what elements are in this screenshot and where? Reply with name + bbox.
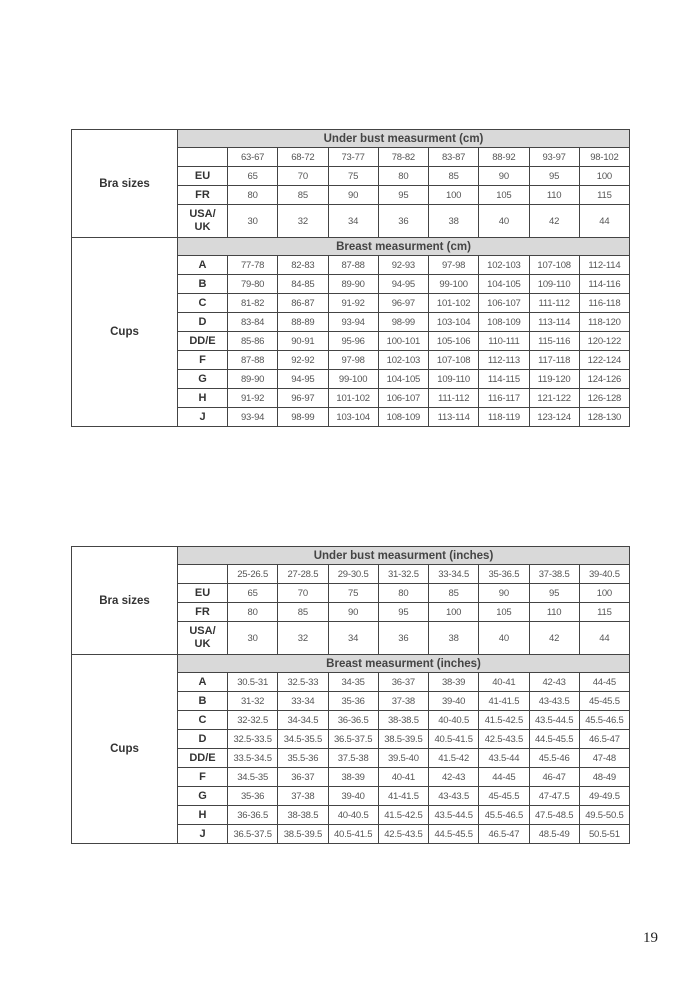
size-value-cell: 100 — [579, 167, 629, 186]
size-value-cell: 115 — [579, 186, 629, 205]
under-bust-range-cell: 27-28.5 — [278, 565, 328, 584]
under-bust-range-cell: 73-77 — [328, 148, 378, 167]
bra-sizes-label: Bra sizes — [72, 547, 178, 655]
breast-value-cell: 98-99 — [278, 408, 328, 427]
breast-header: Breast measurment (cm) — [178, 238, 630, 256]
breast-value-cell: 45-45.5 — [479, 787, 529, 806]
size-value-cell: 36 — [378, 205, 428, 238]
breast-value-cell: 44-45 — [479, 768, 529, 787]
size-value-cell: 30 — [228, 622, 278, 655]
breast-value-cell: 103-104 — [429, 313, 479, 332]
breast-value-cell: 120-122 — [579, 332, 629, 351]
size-value-cell: 110 — [529, 186, 579, 205]
breast-value-cell: 43-43.5 — [529, 692, 579, 711]
size-value-cell: 80 — [228, 186, 278, 205]
size-value-cell: 95 — [529, 167, 579, 186]
size-value-cell: 32 — [278, 205, 328, 238]
breast-value-cell: 96-97 — [278, 389, 328, 408]
size-value-cell: 70 — [278, 584, 328, 603]
size-value-cell: 100 — [429, 603, 479, 622]
bra-sizes-label: Bra sizes — [72, 130, 178, 238]
under-bust-range-cell: 29-30.5 — [328, 565, 378, 584]
size-value-cell: 75 — [328, 584, 378, 603]
breast-value-cell: 38-38.5 — [278, 806, 328, 825]
size-value-cell: 90 — [479, 167, 529, 186]
breast-value-cell: 89-90 — [228, 370, 278, 389]
breast-value-cell: 114-115 — [479, 370, 529, 389]
size-value-cell: 40 — [479, 205, 529, 238]
breast-value-cell: 34-35 — [328, 673, 378, 692]
breast-value-cell: 43.5-44.5 — [429, 806, 479, 825]
size-value-cell: 105 — [479, 603, 529, 622]
size-value-cell: 100 — [579, 584, 629, 603]
breast-value-cell: 44-45 — [579, 673, 629, 692]
size-table-cm — [71, 129, 630, 427]
cup-row-label: DD/E — [178, 332, 228, 351]
breast-value-cell: 112-113 — [479, 351, 529, 370]
size-row-label: FR — [178, 186, 228, 205]
breast-value-cell: 44.5-45.5 — [529, 730, 579, 749]
cup-row-label: G — [178, 787, 228, 806]
breast-value-cell: 46-47 — [529, 768, 579, 787]
breast-value-cell: 112-114 — [579, 256, 629, 275]
breast-value-cell: 36.5-37.5 — [228, 825, 278, 844]
breast-value-cell: 111-112 — [429, 389, 479, 408]
breast-value-cell: 87-88 — [328, 256, 378, 275]
breast-value-cell: 41.5-42.5 — [378, 806, 428, 825]
breast-value-cell: 46.5-47 — [579, 730, 629, 749]
breast-value-cell: 99-100 — [328, 370, 378, 389]
breast-value-cell: 39-40 — [328, 787, 378, 806]
under-bust-range-cell: 88-92 — [479, 148, 529, 167]
breast-value-cell: 98-99 — [378, 313, 428, 332]
size-value-cell: 95 — [378, 186, 428, 205]
breast-value-cell: 126-128 — [579, 389, 629, 408]
under-bust-range-cell: 39-40.5 — [579, 565, 629, 584]
breast-value-cell: 37-38 — [278, 787, 328, 806]
under-bust-range-cell: 83-87 — [429, 148, 479, 167]
size-value-cell: 80 — [228, 603, 278, 622]
breast-value-cell: 94-95 — [278, 370, 328, 389]
breast-value-cell: 97-98 — [429, 256, 479, 275]
breast-value-cell: 43-43.5 — [429, 787, 479, 806]
breast-value-cell: 108-109 — [479, 313, 529, 332]
size-value-cell: 70 — [278, 167, 328, 186]
under-bust-range-cell: 25-26.5 — [228, 565, 278, 584]
breast-value-cell: 37.5-38 — [328, 749, 378, 768]
breast-value-cell: 89-90 — [328, 275, 378, 294]
cup-row-label: A — [178, 673, 228, 692]
breast-value-cell: 81-82 — [228, 294, 278, 313]
breast-value-cell: 46.5-47 — [479, 825, 529, 844]
breast-value-cell: 35-36 — [228, 787, 278, 806]
breast-value-cell: 50.5-51 — [579, 825, 629, 844]
size-value-cell: 90 — [328, 186, 378, 205]
breast-value-cell: 40-41 — [378, 768, 428, 787]
size-row-label: EU — [178, 584, 228, 603]
breast-value-cell: 103-104 — [328, 408, 378, 427]
breast-value-cell: 47-47.5 — [529, 787, 579, 806]
size-value-cell: 30 — [228, 205, 278, 238]
breast-value-cell: 77-78 — [228, 256, 278, 275]
breast-value-cell: 107-108 — [429, 351, 479, 370]
breast-value-cell: 48-49 — [579, 768, 629, 787]
breast-value-cell: 111-112 — [529, 294, 579, 313]
size-value-cell: 38 — [429, 205, 479, 238]
breast-value-cell: 34-34.5 — [278, 711, 328, 730]
under-bust-range-cell: 68-72 — [278, 148, 328, 167]
breast-value-cell: 31-32 — [228, 692, 278, 711]
breast-value-cell: 40-40.5 — [429, 711, 479, 730]
size-row-label: USA/ UK — [178, 205, 228, 238]
breast-value-cell: 119-120 — [529, 370, 579, 389]
size-value-cell: 80 — [378, 167, 428, 186]
empty-cell — [178, 148, 228, 167]
table-row — [72, 238, 630, 256]
breast-value-cell: 118-119 — [479, 408, 529, 427]
breast-value-cell: 107-108 — [529, 256, 579, 275]
size-value-cell: 75 — [328, 167, 378, 186]
size-value-cell: 36 — [378, 622, 428, 655]
size-value-cell: 100 — [429, 186, 479, 205]
breast-value-cell: 43.5-44 — [479, 749, 529, 768]
breast-value-cell: 116-117 — [479, 389, 529, 408]
under-bust-header: Under bust measurment (inches) — [178, 547, 630, 565]
breast-value-cell: 40-41 — [479, 673, 529, 692]
cup-row-label: J — [178, 825, 228, 844]
cups-label: Cups — [72, 655, 178, 844]
size-value-cell: 65 — [228, 167, 278, 186]
breast-value-cell: 43.5-44.5 — [529, 711, 579, 730]
breast-value-cell: 40-40.5 — [328, 806, 378, 825]
under-bust-range-cell: 35-36.5 — [479, 565, 529, 584]
cups-label: Cups — [72, 238, 178, 427]
breast-value-cell: 101-102 — [429, 294, 479, 313]
breast-value-cell: 106-107 — [479, 294, 529, 313]
size-value-cell: 85 — [429, 167, 479, 186]
breast-value-cell: 37-38 — [378, 692, 428, 711]
breast-value-cell: 124-126 — [579, 370, 629, 389]
breast-value-cell: 38-38.5 — [378, 711, 428, 730]
breast-value-cell: 39.5-40 — [378, 749, 428, 768]
breast-value-cell: 36-36.5 — [328, 711, 378, 730]
breast-value-cell: 117-118 — [529, 351, 579, 370]
breast-value-cell: 121-122 — [529, 389, 579, 408]
size-row-label: FR — [178, 603, 228, 622]
breast-value-cell: 104-105 — [479, 275, 529, 294]
breast-value-cell: 87-88 — [228, 351, 278, 370]
breast-value-cell: 41-41.5 — [479, 692, 529, 711]
breast-value-cell: 95-96 — [328, 332, 378, 351]
breast-value-cell: 32.5-33.5 — [228, 730, 278, 749]
breast-value-cell: 35.5-36 — [278, 749, 328, 768]
breast-value-cell: 34.5-35 — [228, 768, 278, 787]
table-row — [72, 130, 630, 148]
breast-value-cell: 42-43 — [429, 768, 479, 787]
cup-row-label: D — [178, 730, 228, 749]
size-value-cell: 90 — [479, 584, 529, 603]
breast-value-cell: 115-116 — [529, 332, 579, 351]
breast-value-cell: 104-105 — [378, 370, 428, 389]
size-value-cell: 42 — [529, 622, 579, 655]
cup-row-label: C — [178, 294, 228, 313]
breast-value-cell: 110-111 — [479, 332, 529, 351]
size-value-cell: 110 — [529, 603, 579, 622]
table-row — [72, 547, 630, 565]
breast-value-cell: 49-49.5 — [579, 787, 629, 806]
breast-value-cell: 109-110 — [529, 275, 579, 294]
breast-value-cell: 94-95 — [378, 275, 428, 294]
breast-value-cell: 45-45.5 — [579, 692, 629, 711]
breast-value-cell: 48.5-49 — [529, 825, 579, 844]
size-value-cell: 95 — [529, 584, 579, 603]
breast-value-cell: 92-93 — [378, 256, 428, 275]
breast-value-cell: 47.5-48.5 — [529, 806, 579, 825]
size-value-cell: 65 — [228, 584, 278, 603]
breast-value-cell: 96-97 — [378, 294, 428, 313]
size-value-cell: 95 — [378, 603, 428, 622]
under-bust-range-cell: 78-82 — [378, 148, 428, 167]
size-value-cell: 34 — [328, 622, 378, 655]
breast-value-cell: 45.5-46.5 — [579, 711, 629, 730]
size-value-cell: 44 — [579, 622, 629, 655]
breast-value-cell: 92-92 — [278, 351, 328, 370]
cup-row-label: C — [178, 711, 228, 730]
breast-value-cell: 30.5-31 — [228, 673, 278, 692]
breast-value-cell: 99-100 — [429, 275, 479, 294]
breast-value-cell: 49.5-50.5 — [579, 806, 629, 825]
breast-value-cell: 34.5-35.5 — [278, 730, 328, 749]
breast-value-cell: 36-36.5 — [228, 806, 278, 825]
cup-row-label: B — [178, 275, 228, 294]
breast-value-cell: 100-101 — [378, 332, 428, 351]
breast-value-cell: 36-37 — [378, 673, 428, 692]
breast-value-cell: 45.5-46 — [529, 749, 579, 768]
breast-value-cell: 38-39 — [429, 673, 479, 692]
size-value-cell: 90 — [328, 603, 378, 622]
breast-value-cell: 105-106 — [429, 332, 479, 351]
breast-value-cell: 39-40 — [429, 692, 479, 711]
breast-value-cell: 86-87 — [278, 294, 328, 313]
cup-row-label: H — [178, 806, 228, 825]
under-bust-range-cell: 33-34.5 — [429, 565, 479, 584]
breast-value-cell: 85-86 — [228, 332, 278, 351]
breast-value-cell: 32.5-33 — [278, 673, 328, 692]
breast-value-cell: 128-130 — [579, 408, 629, 427]
breast-value-cell: 113-114 — [529, 313, 579, 332]
breast-value-cell: 122-124 — [579, 351, 629, 370]
size-value-cell: 85 — [429, 584, 479, 603]
breast-value-cell: 91-92 — [328, 294, 378, 313]
cup-row-label: B — [178, 692, 228, 711]
size-value-cell: 38 — [429, 622, 479, 655]
breast-value-cell: 44.5-45.5 — [429, 825, 479, 844]
page-number: 19 — [643, 930, 658, 946]
breast-value-cell: 38-39 — [328, 768, 378, 787]
breast-value-cell: 83-84 — [228, 313, 278, 332]
cup-row-label: DD/E — [178, 749, 228, 768]
breast-value-cell: 118-120 — [579, 313, 629, 332]
breast-value-cell: 84-85 — [278, 275, 328, 294]
breast-value-cell: 90-91 — [278, 332, 328, 351]
breast-header: Breast measurment (inches) — [178, 655, 630, 673]
breast-value-cell: 32-32.5 — [228, 711, 278, 730]
breast-value-cell: 116-118 — [579, 294, 629, 313]
breast-value-cell: 42.5-43.5 — [378, 825, 428, 844]
breast-value-cell: 33-34 — [278, 692, 328, 711]
under-bust-range-cell: 37-38.5 — [529, 565, 579, 584]
breast-value-cell: 123-124 — [529, 408, 579, 427]
size-value-cell: 44 — [579, 205, 629, 238]
breast-value-cell: 88-89 — [278, 313, 328, 332]
under-bust-range-cell: 31-32.5 — [378, 565, 428, 584]
under-bust-header: Under bust measurment (cm) — [178, 130, 630, 148]
breast-value-cell: 33.5-34.5 — [228, 749, 278, 768]
size-value-cell: 40 — [479, 622, 529, 655]
breast-value-cell: 38.5-39.5 — [378, 730, 428, 749]
size-value-cell: 42 — [529, 205, 579, 238]
cup-row-label: F — [178, 768, 228, 787]
size-value-cell: 85 — [278, 603, 328, 622]
breast-value-cell: 36-37 — [278, 768, 328, 787]
breast-value-cell: 42-43 — [529, 673, 579, 692]
breast-value-cell: 41-41.5 — [378, 787, 428, 806]
cup-row-label: H — [178, 389, 228, 408]
table-row — [72, 655, 630, 673]
breast-value-cell: 45.5-46.5 — [479, 806, 529, 825]
breast-value-cell: 38.5-39.5 — [278, 825, 328, 844]
cup-row-label: G — [178, 370, 228, 389]
breast-value-cell: 40.5-41.5 — [429, 730, 479, 749]
breast-value-cell: 108-109 — [378, 408, 428, 427]
breast-value-cell: 101-102 — [328, 389, 378, 408]
breast-value-cell: 47-48 — [579, 749, 629, 768]
breast-value-cell: 102-103 — [479, 256, 529, 275]
breast-value-cell: 93-94 — [328, 313, 378, 332]
breast-value-cell: 93-94 — [228, 408, 278, 427]
breast-value-cell: 36.5-37.5 — [328, 730, 378, 749]
breast-value-cell: 35-36 — [328, 692, 378, 711]
breast-value-cell: 91-92 — [228, 389, 278, 408]
breast-value-cell: 109-110 — [429, 370, 479, 389]
size-row-label: USA/ UK — [178, 622, 228, 655]
size-value-cell: 34 — [328, 205, 378, 238]
size-row-label: EU — [178, 167, 228, 186]
cup-row-label: D — [178, 313, 228, 332]
breast-value-cell: 41.5-42.5 — [479, 711, 529, 730]
size-value-cell: 105 — [479, 186, 529, 205]
size-value-cell: 80 — [378, 584, 428, 603]
size-value-cell: 115 — [579, 603, 629, 622]
under-bust-range-cell: 98-102 — [579, 148, 629, 167]
cup-row-label: A — [178, 256, 228, 275]
size-value-cell: 85 — [278, 186, 328, 205]
breast-value-cell: 97-98 — [328, 351, 378, 370]
size-value-cell: 32 — [278, 622, 328, 655]
breast-value-cell: 106-107 — [378, 389, 428, 408]
cup-row-label: F — [178, 351, 228, 370]
breast-value-cell: 41.5-42 — [429, 749, 479, 768]
breast-value-cell: 82-83 — [278, 256, 328, 275]
under-bust-range-cell: 93-97 — [529, 148, 579, 167]
cup-row-label: J — [178, 408, 228, 427]
breast-value-cell: 40.5-41.5 — [328, 825, 378, 844]
breast-value-cell: 113-114 — [429, 408, 479, 427]
breast-value-cell: 114-116 — [579, 275, 629, 294]
breast-value-cell: 102-103 — [378, 351, 428, 370]
size-table-inches — [71, 546, 630, 844]
breast-value-cell: 42.5-43.5 — [479, 730, 529, 749]
under-bust-range-cell: 63-67 — [228, 148, 278, 167]
breast-value-cell: 79-80 — [228, 275, 278, 294]
empty-cell — [178, 565, 228, 584]
